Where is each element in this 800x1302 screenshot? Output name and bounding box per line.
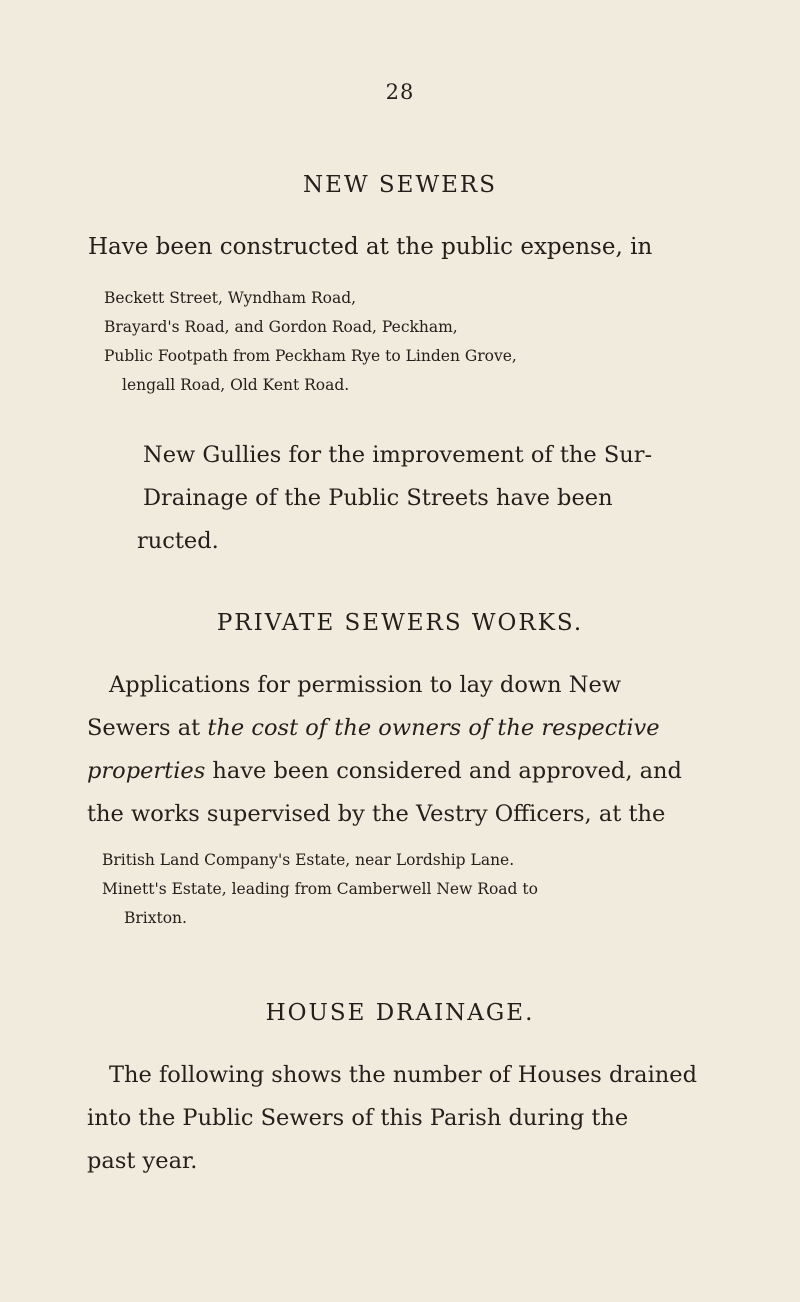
new-sewers-intro: Have been constructed at the public expense, in — [88, 234, 653, 260]
private-sewers-paragraph — [87, 664, 747, 836]
gullies-line: New Gullies for the improvement of the Sur- — [143, 442, 653, 468]
house-drainage-heading: HOUSE DRAINAGE. — [265, 1000, 535, 1026]
private-sewers-heading: PRIVATE SEWERS WORKS. — [216, 610, 584, 636]
list-item: British Land Company's Estate, near Lordship Lane. — [102, 851, 515, 869]
house-drainage-paragraph — [87, 1054, 747, 1183]
list-item: Minett's Estate, leading from Camberwell New Road to — [102, 880, 538, 898]
drainage-line: into the Public Sewers of this Parish during the — [87, 1105, 629, 1131]
new-sewers-list — [104, 284, 517, 400]
private-sewers-list — [102, 846, 538, 933]
list-item: Beckett Street, Wyndham Road, — [104, 289, 357, 307]
page-number: 28 — [385, 80, 415, 104]
list-item: lengall Road, Old Kent Road. — [122, 376, 350, 394]
new-gullies-paragraph — [137, 434, 743, 563]
list-item: Public Footpath from Peckham Rye to Linden Grove, — [104, 347, 517, 365]
private-line-italic: the cost of the owners of the respective — [207, 715, 660, 741]
list-item: Brixton. — [124, 909, 187, 927]
drainage-line: past year. — [87, 1148, 198, 1174]
private-line-italic: properties — [87, 758, 206, 784]
gullies-line: ructed. — [137, 528, 219, 554]
gullies-line: Drainage of the Public Streets have been — [143, 485, 613, 511]
private-line: the works supervised by the Vestry Officers, at the — [87, 801, 666, 827]
private-line-text: Sewers at — [87, 715, 208, 741]
private-line-text: have been considered and approved, and — [205, 758, 682, 784]
private-line — [87, 707, 747, 750]
list-item: Brayard's Road, and Gordon Road, Peckham, — [104, 318, 458, 336]
drainage-line: The following shows the number of Houses drained — [109, 1062, 697, 1088]
private-line: Applications for permission to lay down New — [109, 672, 622, 698]
private-line — [87, 750, 747, 793]
new-sewers-heading: NEW SEWERS — [303, 172, 497, 198]
